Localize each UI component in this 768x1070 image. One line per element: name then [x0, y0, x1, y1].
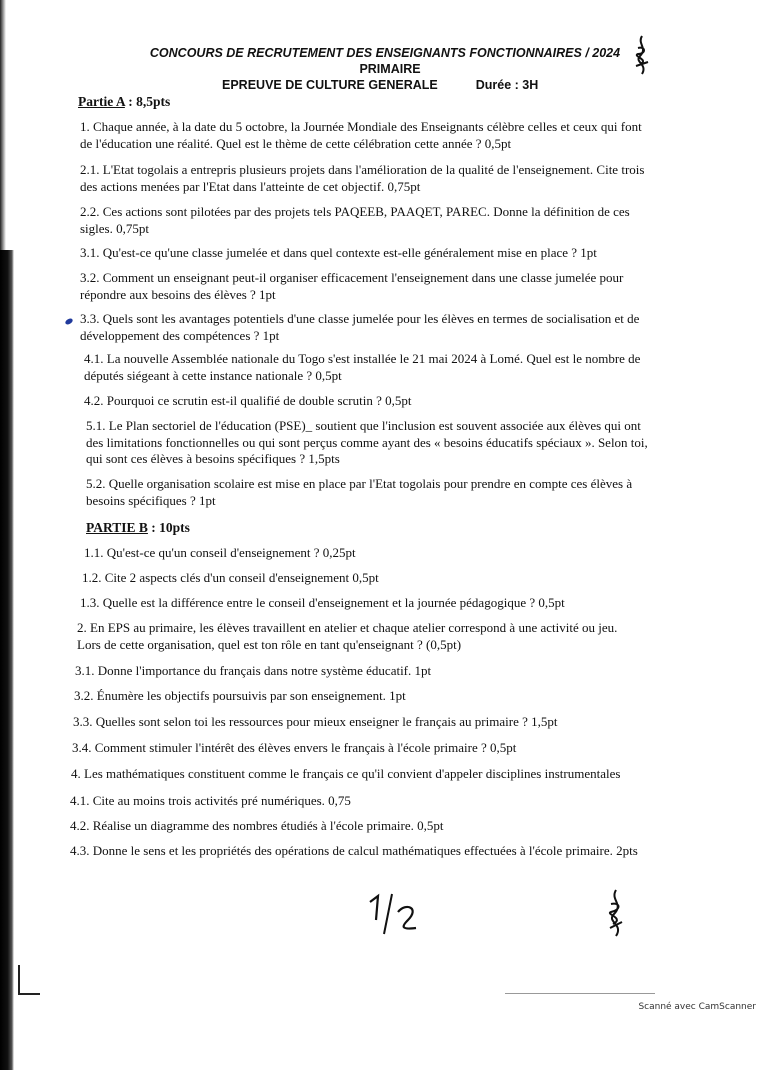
question-line: 2.2. Ces actions sont pilotées par des projets tels PAQEEB, PAAQET, PAREC. Donne la définition de ces	[80, 204, 630, 219]
question-line: 2. En EPS au primaire, les élèves travaillent en atelier et chaque atelier correspond à une activité ou jeu.	[77, 620, 618, 635]
question-line: 3.4. Comment stimuler l'intérêt des élèves envers le français à l'école primaire ? 0,5pt	[72, 740, 517, 755]
question-a-3-3	[80, 311, 639, 344]
question-line: 3.2. Comment un enseignant peut-il organiser efficacement l'enseignement dans une classe jumelée pour	[80, 270, 624, 285]
question-line: 1.1. Qu'est-ce qu'un conseil d'enseignement ? 0,25pt	[84, 545, 356, 560]
question-line: 4.1. Cite au moins trois activités pré numériques. 0,75	[70, 793, 351, 808]
question-a-3-2	[80, 270, 623, 303]
question-b-4-2	[70, 818, 443, 835]
exam-title: CONCOURS DE RECRUTEMENT DES ENSEIGNANTS FONCTIONNAIRES / 2024	[149, 46, 621, 60]
part-b-points: : 10pts	[147, 520, 190, 535]
question-line: de l'éducation une réalité. Quel est le thème de cette célébration cette année ? 0,5pt	[80, 135, 512, 151]
corner-mark	[18, 965, 40, 995]
question-a-4-2	[84, 393, 411, 410]
question-line: 1. Chaque année, à la date du 5 octobre, la Journée Mondiale des Enseignants célèbre celles et ceux qui font	[80, 119, 642, 134]
question-b-1-2	[82, 570, 379, 587]
question-a-5-2	[86, 476, 632, 509]
question-b-4-3	[70, 843, 638, 860]
question-a-1	[80, 119, 642, 152]
question-a-3-1	[80, 245, 597, 262]
exam-subject: EPREUVE DE CULTURE GENERALE	[222, 78, 438, 92]
divider	[505, 993, 655, 994]
question-b-3-2	[74, 688, 406, 705]
question-b-3-3	[73, 714, 557, 731]
question-a-2-2	[80, 204, 630, 237]
exam-duration: Durée : 3H	[475, 78, 539, 92]
question-line: des limitations fonctionnelles ou qui sont perçus comme ayant des « besoins éducatifs spéciaux ». Selon toi,	[86, 434, 648, 450]
question-line: 2.1. L'Etat togolais a entrepris plusieurs projets dans l'amélioration de la qualité de l'enseignement. Cite trois	[80, 162, 645, 177]
part-a-heading	[78, 94, 170, 110]
question-a-2-1	[80, 162, 644, 195]
question-line: 4. Les mathématiques constituent comme le français ce qu'il convient d'appeler disciplines instrumentales	[71, 766, 621, 781]
question-line: 4.2. Pourquoi ce scrutin est-il qualifié de double scrutin ? 0,5pt	[84, 393, 412, 408]
question-b-3-1	[75, 663, 431, 680]
scan-edge-top	[0, 0, 6, 250]
signature-top-icon	[628, 34, 656, 78]
question-a-4-1	[84, 351, 640, 384]
question-line: Lors de cette organisation, quel est ton rôle en tant qu'enseignant ? (0,5pt)	[77, 636, 462, 652]
handwritten-page-number	[364, 890, 424, 940]
question-line: des actions menées par l'Etat dans l'atteinte de cet objectif. 0,75pt	[80, 178, 421, 194]
question-line: 4.2. Réalise un diagramme des nombres étudiés à l'école primaire. 0,5pt	[70, 818, 444, 833]
question-line: sigles. 0,75pt	[80, 220, 149, 236]
question-line: 3.3. Quelles sont selon toi les ressources pour mieux enseigner le français au primaire ? 1,5pt	[73, 714, 558, 729]
question-b-1-3	[80, 595, 565, 612]
exam-subject-line	[222, 78, 702, 92]
question-b-1-1	[84, 545, 356, 562]
question-line: 3.1. Qu'est-ce qu'une classe jumelée et dans quel contexte est-elle généralement mise en place ? 1pt	[80, 245, 597, 260]
ink-mark	[64, 317, 73, 325]
exam-level: PRIMAIRE	[359, 62, 421, 76]
part-b-title: PARTIE B	[86, 520, 148, 535]
question-line: 4.1. La nouvelle Assemblée nationale du Togo s'est installée le 21 mai 2024 à Lomé. Quel est le nombre de	[84, 351, 641, 366]
signature-bottom-icon	[602, 888, 630, 940]
part-a-title: Partie A	[78, 94, 125, 109]
question-line: 3.2. Énumère les objectifs poursuivis par son enseignement. 1pt	[74, 688, 406, 703]
question-line: 1.2. Cite 2 aspects clés d'un conseil d'enseignement 0,5pt	[82, 570, 379, 585]
question-line: 5.1. Le Plan sectoriel de l'éducation (PSE)_ soutient que l'inclusion est souvent associée aux élèves qui ont	[86, 418, 641, 433]
part-a-points: : 8,5pts	[124, 94, 171, 109]
question-b-4-1	[70, 793, 351, 810]
question-a-5-1	[86, 418, 648, 468]
question-b-2	[77, 620, 617, 653]
question-line: qui sont ces élèves à besoins spécifiques ? 1,5pts	[86, 451, 340, 466]
question-line: 4.3. Donne le sens et les propriétés des opérations de calcul mathématiques effectuées à l'école primaire. 2pts	[70, 843, 638, 858]
question-line: 1.3. Quelle est la différence entre le conseil d'enseignement et la journée pédagogique ? 0,5pt	[80, 595, 565, 610]
question-line: 5.2. Quelle organisation scolaire est mise en place par l'Etat togolais pour prendre en compte ces élèves à	[86, 476, 633, 491]
part-b-heading	[86, 520, 190, 536]
question-line: répondre aux besoins des élèves ? 1pt	[80, 286, 276, 302]
question-line: 3.1. Donne l'importance du français dans notre système éducatif. 1pt	[75, 663, 432, 678]
question-line: développement des compétences ? 1pt	[80, 327, 280, 343]
scanner-watermark: Scanné avec CamScanner	[638, 1002, 756, 1012]
question-line: députés siégeant à cette instance nationale ? 0,5pt	[84, 367, 342, 383]
question-line: besoins spécifiques ? 1pt	[86, 492, 216, 508]
question-b-4	[71, 766, 620, 783]
question-b-3-4	[72, 740, 516, 757]
question-line: 3.3. Quels sont les avantages potentiels d'une classe jumelée pour les élèves en termes de socialisation et de	[80, 311, 640, 326]
scan-edge-shadow	[0, 250, 14, 1070]
